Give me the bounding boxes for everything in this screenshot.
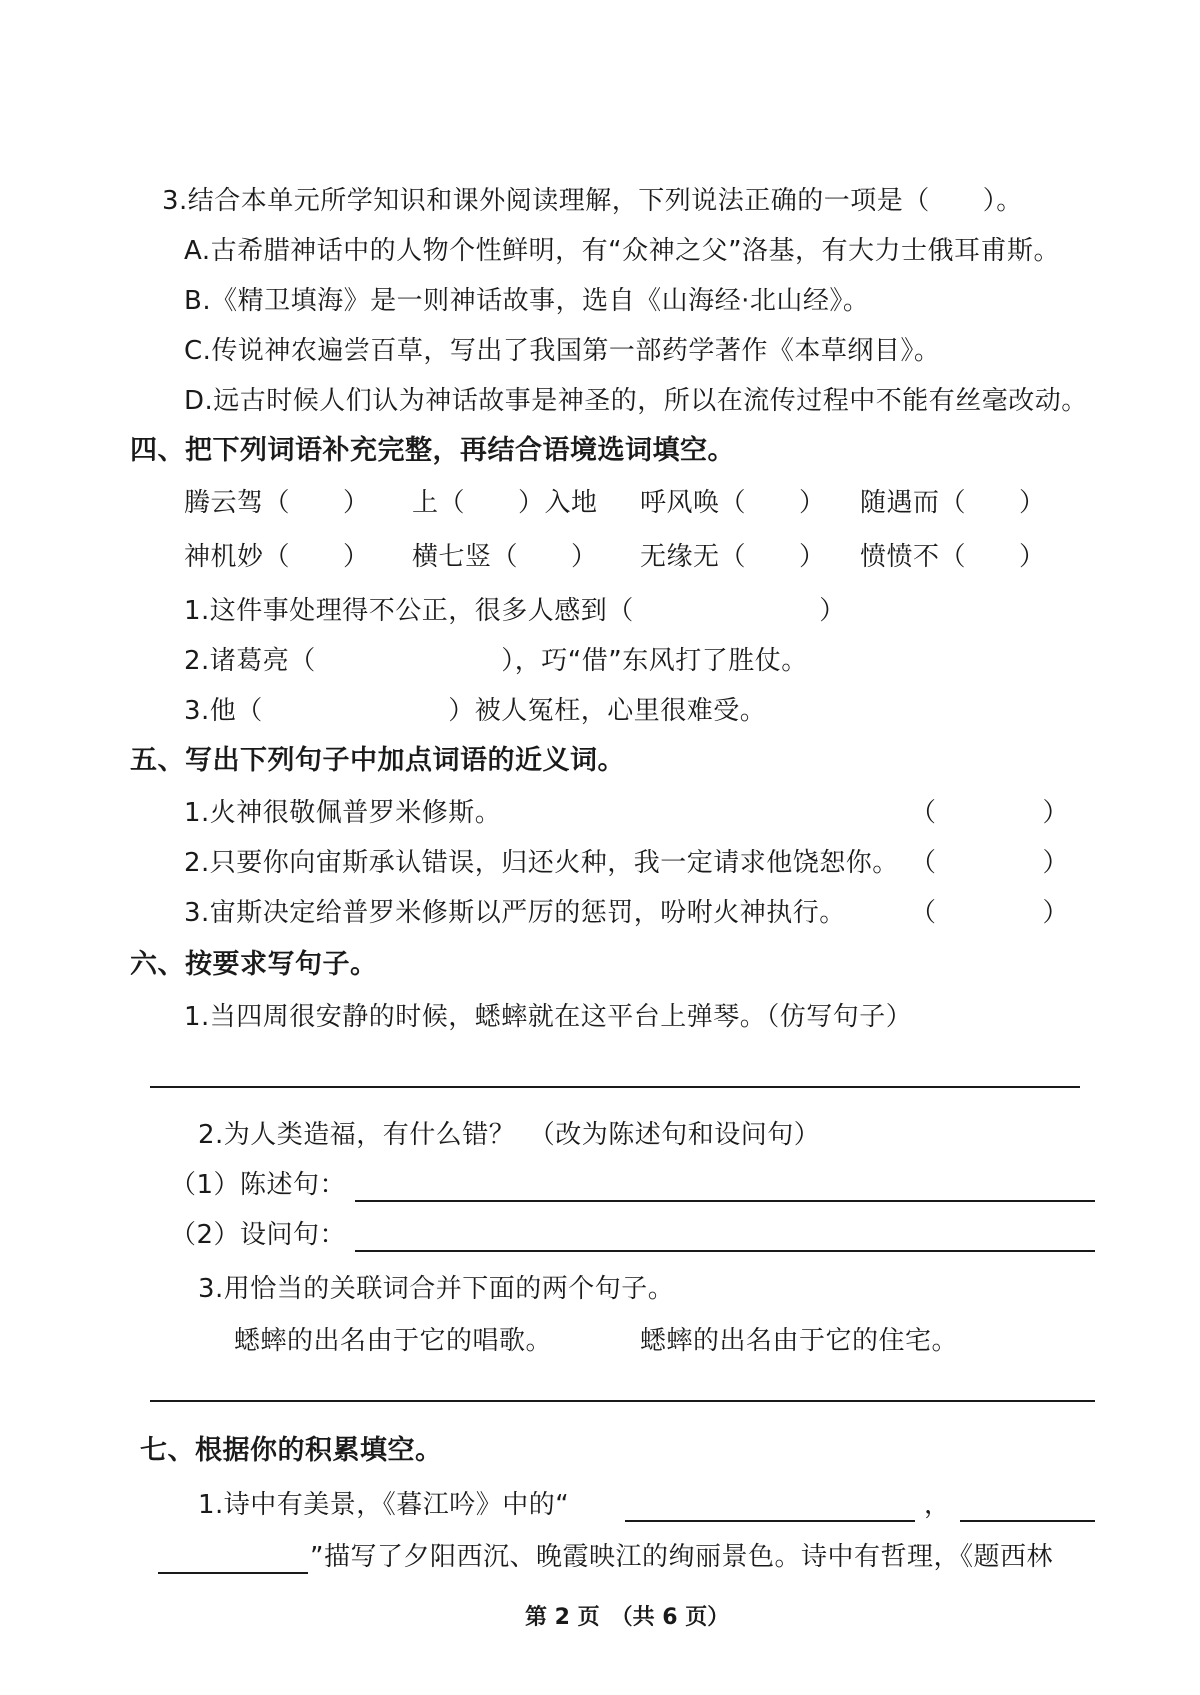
word-blank: 神机妙（ ） [184,542,370,572]
synonym-item: 3.宙斯决定给普罗米修斯以严厉的惩罚，吩咐火神执行。 [184,898,846,928]
answer-line [150,1400,1095,1402]
word-blank: 随遇而（ ） [860,488,1046,518]
answer-line [158,1572,308,1574]
fill-sentence-3: 3.他（ ）被人冤枉，心里很难受。 [184,696,767,726]
section-6-title: 六、按要求写句子。 [130,949,378,980]
answer-line [960,1520,1095,1522]
declarative-label: （1）陈述句： [170,1170,347,1200]
rewrite-q2: 2.为人类造福，有什么错？ （改为陈述句和设问句） [198,1120,821,1150]
word-blank: 横七竖（ ） [412,542,598,572]
answer-line [355,1250,1095,1252]
section-7-title: 七、根据你的积累填空。 [140,1435,443,1466]
word-blank: 上（ ）入地 [412,488,598,518]
poem-prompt-start: 1.诗中有美景，《暮江吟》中的“ [198,1490,570,1520]
answer-line [625,1520,915,1522]
section-5-title: 五、写出下列句子中加点词语的近义词。 [130,745,625,776]
sentence-b: 蟋蟀的出名由于它的住宅。 [640,1326,959,1356]
q3-option-b: B.《精卫填海》是一则神话故事，选自《山海经·北山经》。 [184,286,870,316]
q3-stem: 3.结合本单元所学知识和课外阅读理解，下列说法正确的一项是（ ）。 [162,186,1023,216]
answer-blank: （ ） [910,848,1070,878]
sentence-a: 蟋蟀的出名由于它的唱歌。 [234,1326,553,1356]
q3-option-c: C.传说神农遍尝百草，写出了我国第一部药学著作《本草纲目》。 [184,336,941,366]
fill-sentence-2: 2.诸葛亮（ ），巧“借”东风打了胜仗。 [184,646,808,676]
answer-line [355,1200,1095,1202]
rhetorical-label: （2）设问句： [170,1220,347,1250]
answer-blank: （ ） [910,798,1070,828]
answer-blank: （ ） [910,898,1070,928]
word-blank: 腾云驾（ ） [184,488,370,518]
page-number: 第 2 页 （共 6 页） [525,1605,730,1630]
rewrite-q1: 1.当四周很安静的时候，蟋蟀就在这平台上弹琴。（仿写句子） [184,1002,913,1032]
fill-sentence-1: 1.这件事处理得不公正，很多人感到（ ） [184,596,846,626]
word-blank: 愤愤不（ ） [860,542,1046,572]
word-blank: 呼风唤（ ） [640,488,826,518]
rewrite-q3: 3.用恰当的关联词合并下面的两个句子。 [198,1274,675,1304]
word-blank: 无缘无（ ） [640,542,826,572]
synonym-item: 2.只要你向宙斯承认错误，归还火种，我一定请求他饶恕你。 [184,848,899,878]
poem-comma: ， [924,1490,951,1520]
answer-line [150,1086,1080,1088]
section-4-title: 四、把下列词语补充完整，再结合语境选词填空。 [130,435,735,466]
q3-option-a: A.古希腊神话中的人物个性鲜明，有“众神之父”洛基，有大力士俄耳甫斯。 [184,236,1061,266]
synonym-item: 1.火神很敬佩普罗米修斯。 [184,798,502,828]
poem-prompt-end: ”描写了夕阳西沉、晚霞映江的绚丽景色。诗中有哲理，《题西林 [310,1542,1053,1572]
q3-option-d: D.远古时候人们认为神话故事是神圣的，所以在流传过程中不能有丝毫改动。 [184,386,1088,416]
